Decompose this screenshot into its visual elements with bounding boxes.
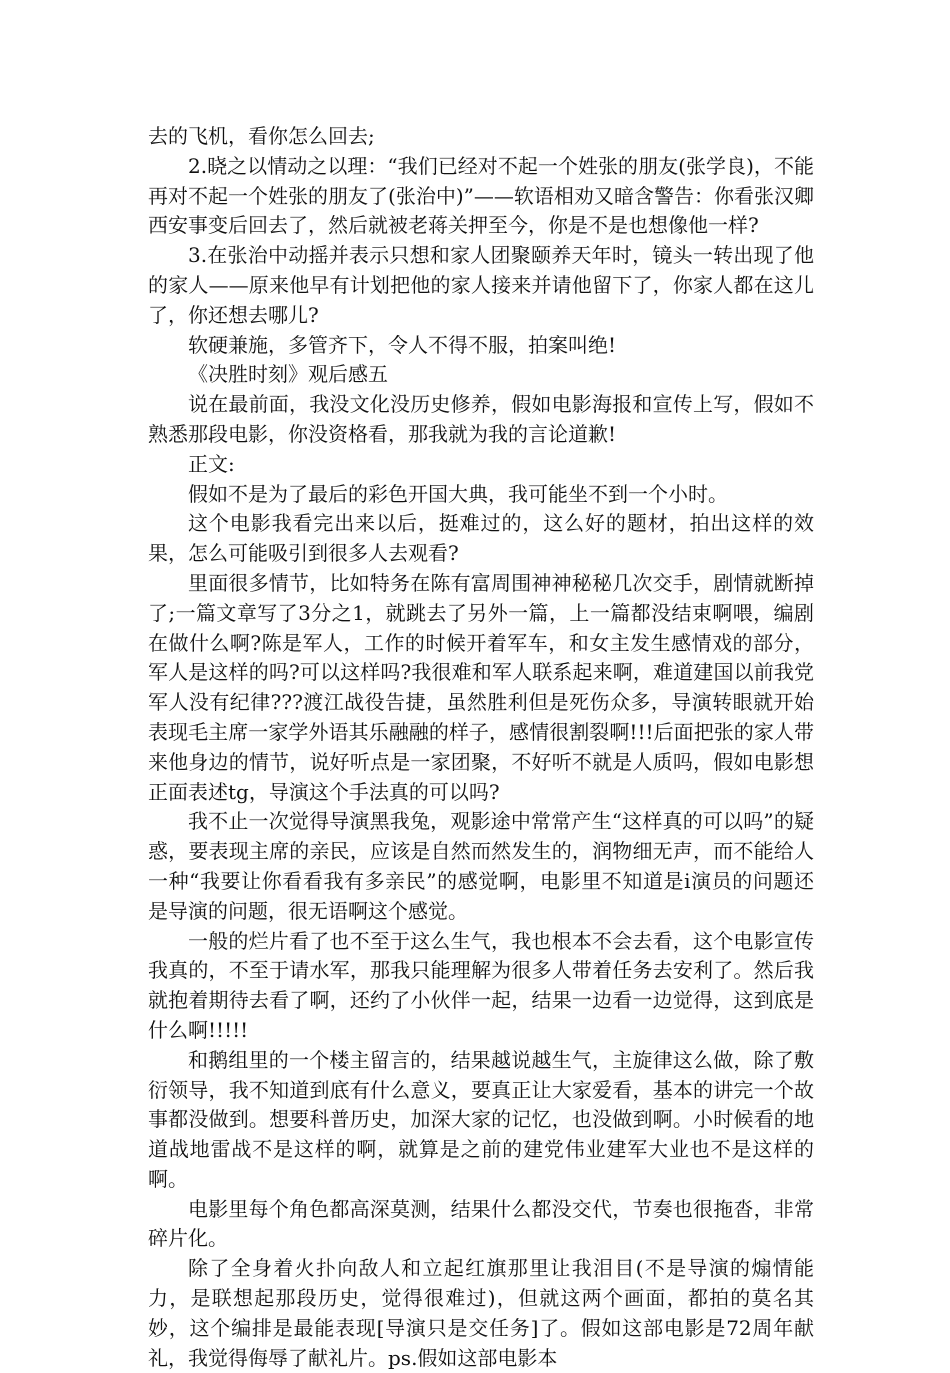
paragraph: 一般的烂片看了也不至于这么生气，我也根本不会去看，这个电影宣传我真的，不至于请水军，那我只能理解为很多人带着任务去安利了。然后我就抱着期待去看了啊，还约了小伙伴一起，结果一边看一边觉得，这到底是什么啊!!!!!	[148, 928, 814, 1042]
paragraph: 里面很多情节，比如特务在陈有富周围神神秘秘几次交手，剧情就断掉了;一篇文章写了3分之1，就跳去了另外一篇，上一篇都没结束啊喂，编剧在做什么啊?陈是军人，工作的时候开着军车，和女主发生感情戏的部分，军人是这样的吗?可以这样吗?我很难和军人联系起来啊，难道建国以前我党军人没有纪律???渡江战役告捷，虽然胜利但是死伤众多，导演转眼就开始表现毛主席一家学外语其乐融融的样子，感情很割裂啊!!!后面把张的家人带来他身边的情节，说好听点是一家团聚，不好听不就是人质吗，假如电影想正面表述tg，导演这个手法真的可以吗?	[148, 570, 814, 804]
paragraph: 电影里每个角色都高深莫测，结果什么都没交代，节奏也很拖沓，非常碎片化。	[148, 1196, 814, 1251]
paragraph-summary: 软硬兼施，多管齐下，令人不得不服，拍案叫绝!	[188, 332, 617, 357]
paragraph: 和鹅组里的一个楼主留言的，结果越说越生气，主旋律这么做，除了敷衍领导，我不知道到底有什么意义，要真正让大家爱看，基本的讲完一个故事都没做到。想要科普历史，加深大家的记忆，也没做到啊。小时候看的地道战地雷战不是这样的啊，就算是之前的建党伟业建军大业也不是这样的啊。	[148, 1047, 814, 1191]
paragraph: 我不止一次觉得导演黑我兔，观影途中常常产生“这样真的可以吗”的疑惑，要表现主席的亲民，应该是自然而然发生的，润物细无声，而不能给人一种“我要让你看看我有多亲民”的感觉啊，电影里不知道是i演员的问题还是导演的问题，很无语啊这个感觉。	[148, 809, 814, 923]
paragraph: 假如不是为了最后的彩色开国大典，我可能坐不到一个小时。	[188, 481, 728, 506]
paragraph-preface: 说在最前面，我没文化没历史修养，假如电影海报和宣传上写，假如不熟悉那段电影，你没资格看，那我就为我的言论道歉!	[148, 392, 814, 446]
paragraph-point-2: 2.晓之以情动之以理：“我们已经对不起一个姓张的朋友(张学良)，不能再对不起一个姓张的朋友了(张治中)”——软语相劝又暗含警告：你看张汉卿西安事变后回去了，然后就被老蒋关押至今，你是不是也想像他一样?	[148, 153, 814, 238]
paragraph: 除了全身着火扑向敌人和立起红旗那里让我泪目(不是导演的煽情能力，是联想起那段历史，觉得很难过)，但就这两个画面，都拍的莫名其妙，这个编排是最能表现[导演只是交任务]了。假如这部电影是72周年献礼，我觉得侮辱了献礼片。ps.假如这部电影本	[148, 1256, 814, 1370]
document-body	[148, 122, 814, 1373]
paragraph-continuation: 去的飞机，看你怎么回去;	[148, 124, 375, 148]
paragraph: 这个电影我看完出来以后，挺难过的，这么好的题材，拍出这样的效果，怎么可能吸引到很多人去观看?	[148, 511, 814, 566]
paragraph-point-3: 3.在张治中动摇并表示只想和家人团聚颐养天年时，镜头一转出现了他的家人——原来他早有计划把他的家人接来并请他留下了，你家人都在这儿了，你还想去哪儿?	[148, 243, 814, 327]
paragraph-label: 正文:	[188, 451, 235, 476]
section-heading: 《决胜时刻》观后感五	[188, 362, 388, 387]
